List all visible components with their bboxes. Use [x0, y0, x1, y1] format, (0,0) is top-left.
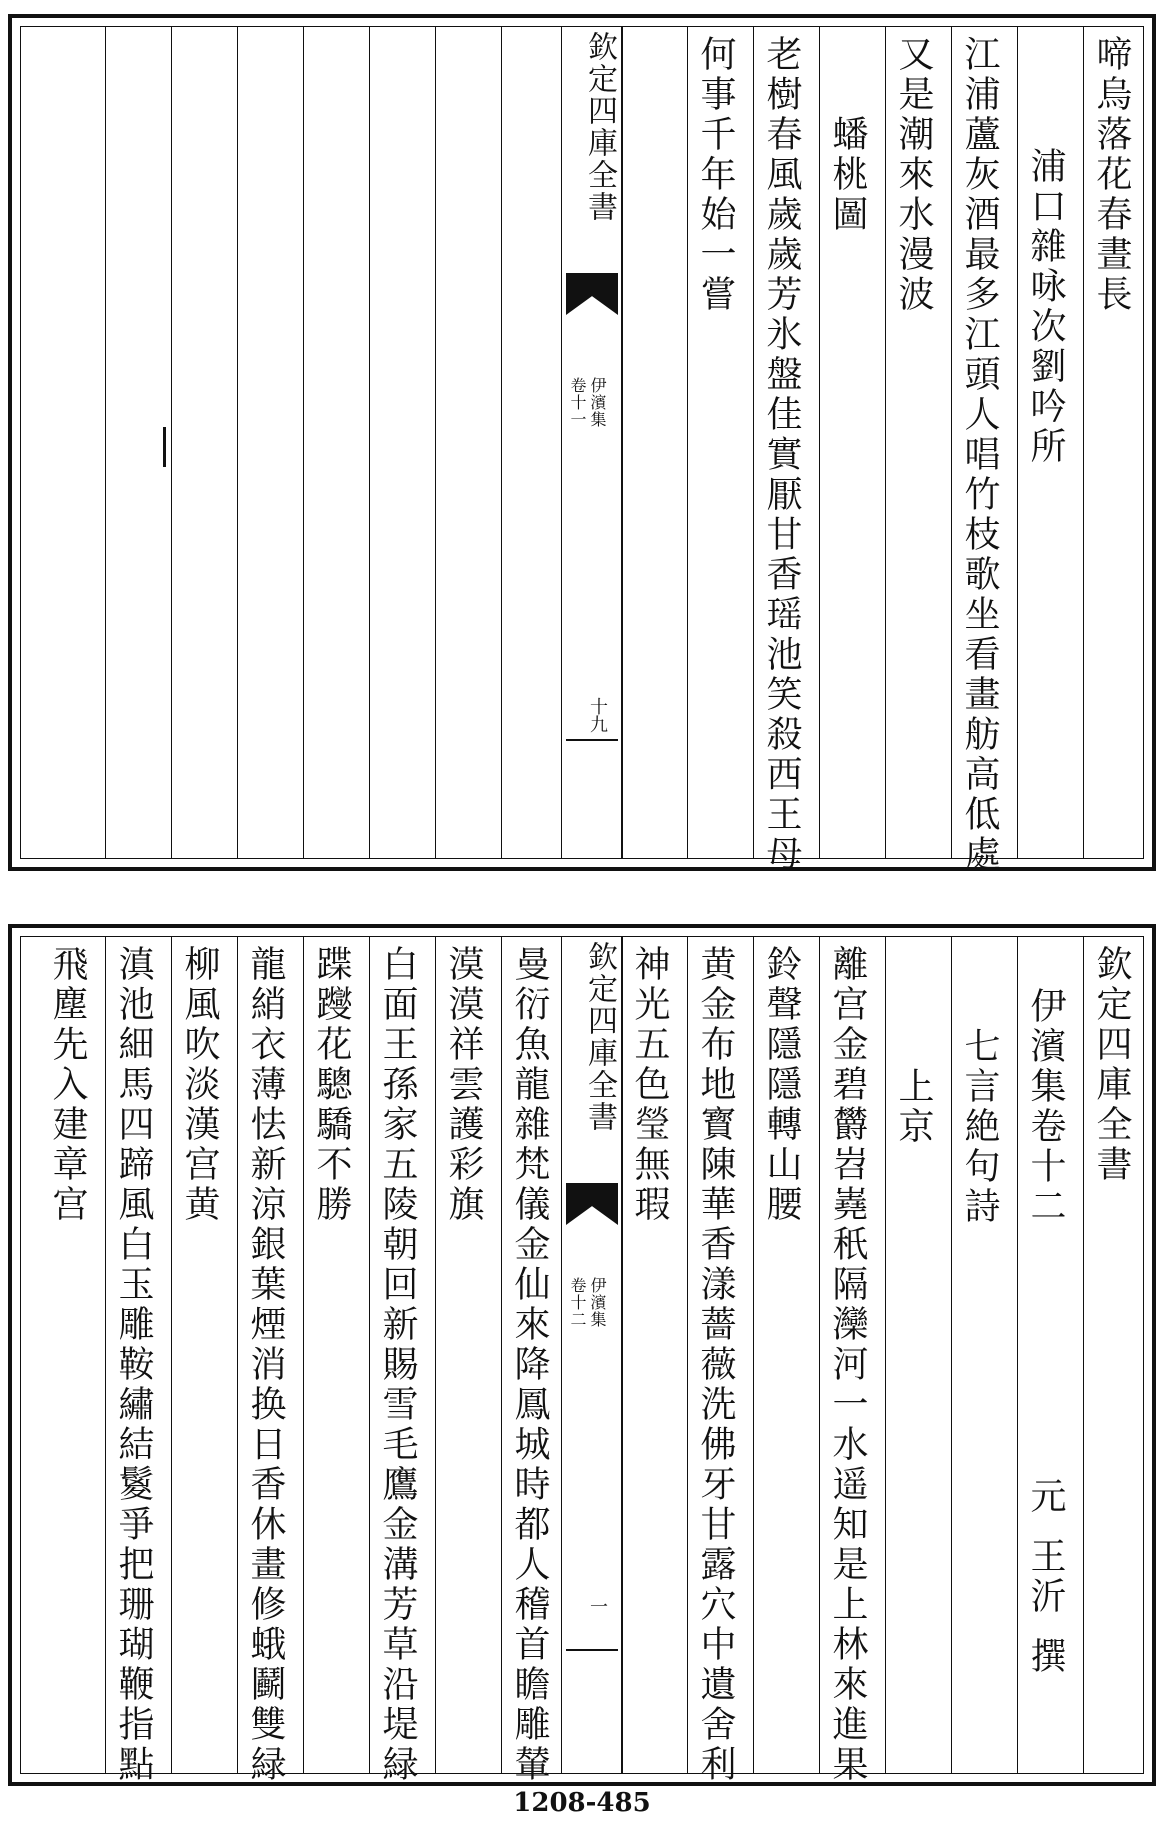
section-title: 七言絶句詩: [959, 1027, 1000, 1227]
column-divider: [501, 27, 502, 858]
column-divider: [951, 27, 952, 858]
text-column: 飛塵先入建章宫: [47, 945, 88, 1225]
margin-title: 欽定四庫全書: [582, 31, 617, 223]
page-code: 1208-485: [513, 1788, 651, 1818]
column-divider: [753, 937, 754, 1773]
text-column: 白面王孫家五陵朝回新賜雪毛鷹金溝芳草沿堤緑: [377, 945, 418, 1785]
folio-number: 十九: [587, 697, 608, 733]
margin-juan: 卷十二: [568, 1277, 587, 1328]
ink-mark: [163, 427, 166, 467]
poem-title: 蟠桃圖: [827, 115, 868, 235]
text-column: 何事千年始一嘗: [695, 35, 736, 315]
column-divider: [369, 937, 370, 1773]
column-divider: [1083, 27, 1084, 858]
column-divider: [303, 27, 304, 858]
column-divider: [501, 937, 502, 1773]
text-column: 龍綃衣薄怯新涼銀葉煙消换日香休畫修蛾鬬雙緑: [245, 945, 286, 1785]
column-divider: [687, 937, 688, 1773]
text-column: 又是潮來水漫波: [893, 35, 934, 315]
column-divider: [885, 27, 886, 858]
text-column: 曼衍魚龍雜梵儀金仙來降鳳城時都人稽首瞻雕輦: [509, 945, 550, 1785]
margin-title: 欽定四庫全書: [582, 941, 617, 1133]
fish-tail-mark: [566, 273, 618, 315]
column-divider: [369, 27, 370, 858]
bottom-page-frame: [20, 936, 1144, 1785]
center-margin: [561, 27, 623, 858]
column-divider: [435, 937, 436, 1773]
column-divider: [303, 937, 304, 1773]
top-page-frame: [20, 26, 1144, 875]
text-column: 漠漠祥雲護彩旗: [443, 945, 484, 1225]
margin-juan: 卷十一: [568, 377, 587, 428]
column-divider: [171, 27, 172, 858]
text-column: 鈴聲隱隱轉山腰: [761, 945, 802, 1225]
column-divider: [1083, 937, 1084, 1773]
column-divider: [237, 937, 238, 1773]
book-header: 欽定四庫全書: [1091, 945, 1132, 1185]
column-divider: [819, 27, 820, 858]
poem-title: 上京: [893, 1067, 934, 1147]
text-column: 啼烏落花春晝長: [1091, 35, 1132, 315]
top-page: [8, 14, 1156, 875]
column-divider: [819, 937, 820, 1773]
text-column: 滇池細馬四蹄風白玉雕鞍繡結鬉爭把珊瑚鞭指點: [113, 945, 154, 1785]
column-divider: [435, 27, 436, 858]
margin-book-title: 伊濱集: [588, 1277, 607, 1328]
text-column: 江浦蘆灰酒最多江頭人唱竹枝歌坐看畫舫高低處: [959, 35, 1000, 875]
text-column: 離宫金碧欝岧嶤秖隔灤河一水遥知是上林來進果: [827, 945, 868, 1785]
author-dynasty: 元: [1025, 1477, 1066, 1517]
center-margin: [561, 937, 623, 1773]
column-divider: [687, 27, 688, 858]
text-column: 黄金布地寳陳華香漾薔薇洗佛牙甘露穴中遺舍利: [695, 945, 736, 1785]
margin-rule: [566, 1649, 618, 1651]
author-name: 王沂: [1025, 1537, 1066, 1617]
text-column: 神光五色瑩無瑕: [629, 945, 670, 1225]
column-divider: [1017, 27, 1018, 858]
column-divider: [885, 937, 886, 1773]
column-divider: [753, 27, 754, 858]
author-role: 撰: [1025, 1637, 1066, 1677]
column-divider: [237, 27, 238, 858]
folio-number: 一: [587, 1597, 608, 1615]
poem-title: 浦口雜咏次劉吟所: [1025, 147, 1066, 467]
volume-title: 伊濱集卷十二: [1025, 987, 1066, 1227]
margin-rule: [566, 739, 618, 741]
column-divider: [171, 937, 172, 1773]
text-column: 老樹春風歲歲芳氷盤佳實厭甘香瑶池笑殺西王母: [761, 35, 802, 875]
column-divider: [105, 937, 106, 1773]
fish-tail-mark: [566, 1183, 618, 1225]
text-column: 柳風吹淡漢宫黄: [179, 945, 220, 1225]
margin-book-title: 伊濱集: [588, 377, 607, 428]
bottom-page: [8, 924, 1156, 1786]
column-divider: [951, 937, 952, 1773]
column-divider: [1017, 937, 1018, 1773]
column-divider: [105, 27, 106, 858]
text-column: 蹀躞花驄驕不勝: [311, 945, 352, 1225]
